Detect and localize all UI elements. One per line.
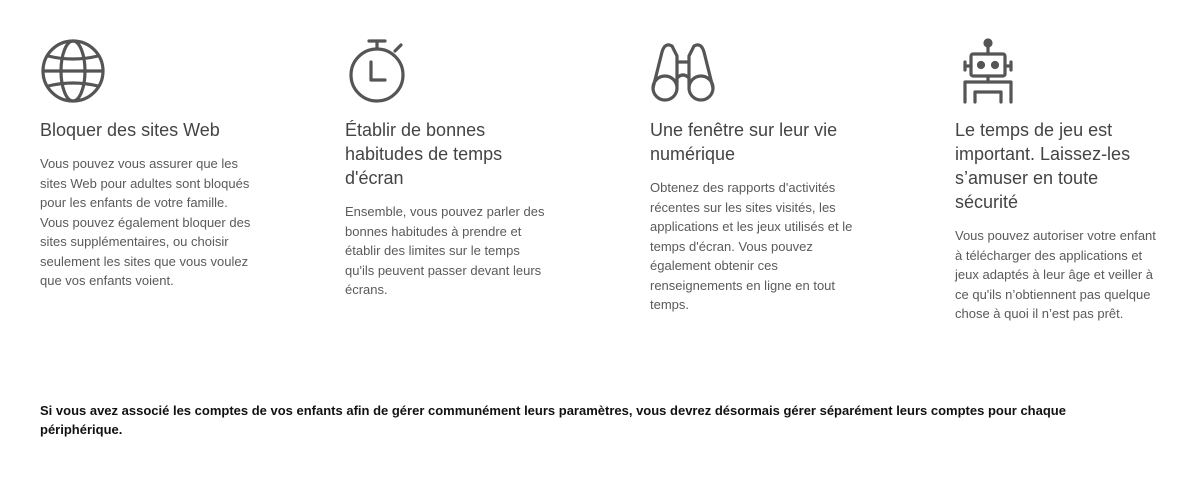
stopwatch-icon [347, 38, 413, 104]
globe-icon [40, 38, 106, 104]
binoculars-icon [650, 38, 716, 104]
feature-block-sites [40, 38, 255, 291]
feature-activity-reports [650, 38, 865, 315]
feature-screen-time [345, 38, 550, 300]
feature-description: Ensemble, vous pouvez parler des bonnes habitudes à prendre et établir des limites sur le temps qu'ils peuvent passer devant leurs écrans. [345, 204, 545, 297]
feature-title: Une fenêtre sur leur vie numérique [650, 120, 838, 164]
feature-safe-play [955, 38, 1165, 324]
feature-title: Le temps de jeu est important. Laissez-les s’amuser en toute sécurité [955, 120, 1131, 212]
feature-description: Vous pouvez vous assurer que les sites Web pour adultes sont bloqués pour les enfants de votre famille. Vous pouvez également bloquer des sites supplémentaires, ou choisir seulement les sites que vous voulez que vos enfants voient. [40, 156, 251, 288]
feature-title: Établir de bonnes habitudes de temps d'écran [345, 120, 503, 188]
linked-accounts-notice: Si vous avez associé les comptes de vos enfants afin de gérer communément leurs paramètres, vous devrez désormais gérer séparément leurs comptes pour chaque périphérique. [40, 403, 1066, 437]
feature-title: Bloquer des sites Web [40, 120, 220, 140]
robot-icon [955, 38, 1021, 104]
feature-description: Obtenez des rapports d'activités récentes sur les sites visités, les applications et les jeux utilisés et le temps d'écran. Vous pouvez également obtenir ces renseignements en ligne en tout temps. [650, 180, 853, 312]
feature-description: Vous pouvez autoriser votre enfant à télécharger des applications et jeux adaptés à leur âge et veiller à ce qu'ils n’obtiennent pas quelque chose à quoi il n’est pas prêt. [955, 228, 1156, 321]
